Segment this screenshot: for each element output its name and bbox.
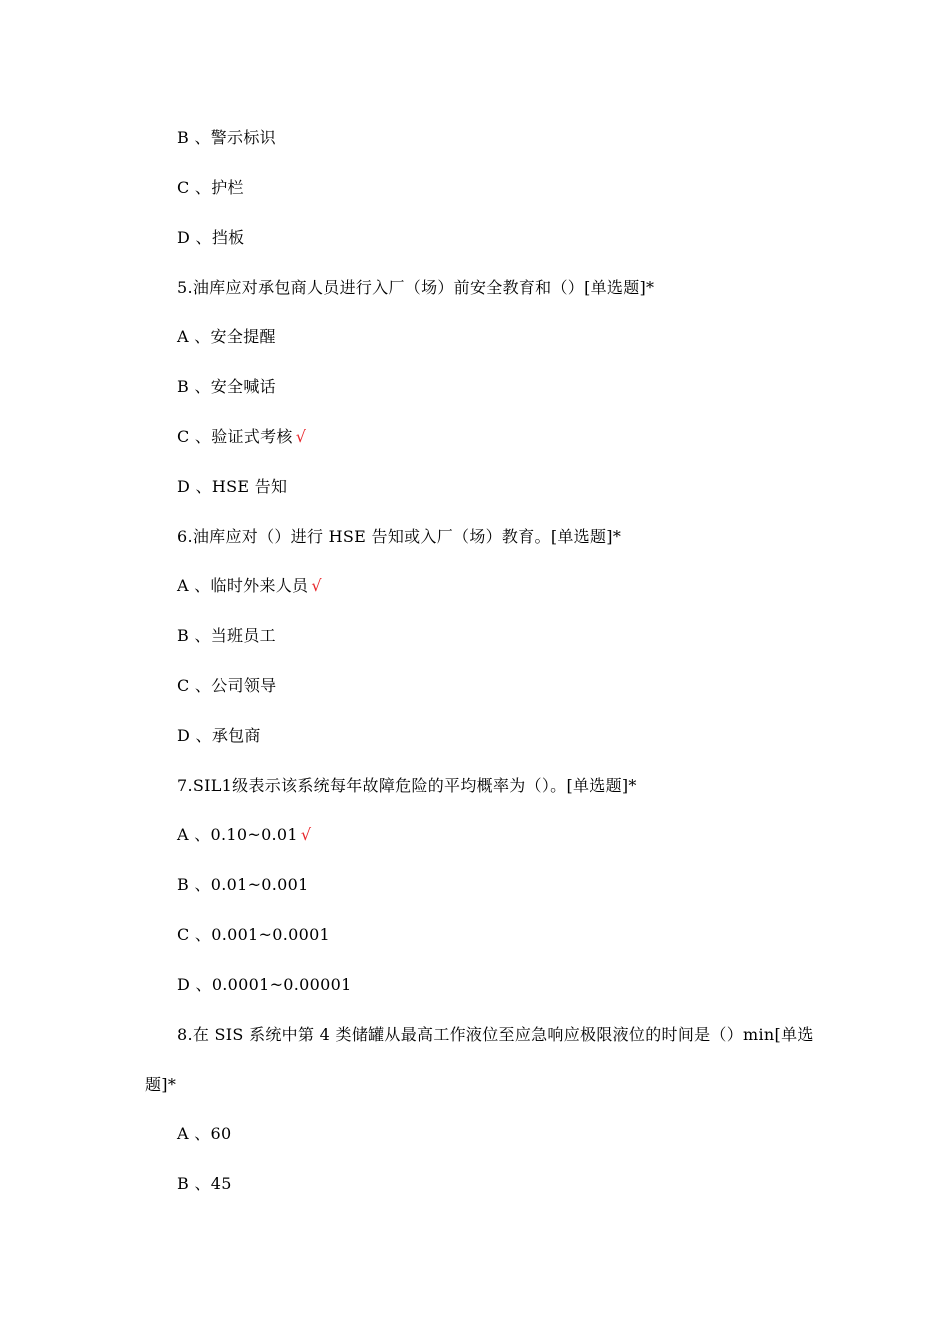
option-line [177,178,244,198]
option-text: D 、挡板 [177,228,245,247]
question-text: 题]* [145,1075,177,1094]
option-text: A 、60 [177,1124,232,1143]
option-text: A 、安全提醒 [177,327,276,346]
option-text: A 、0.10~0.01 [177,825,298,844]
option-text: C 、验证式考核 [177,427,293,446]
option-text: B 、45 [177,1174,232,1193]
question-line [177,278,654,298]
option-line [177,875,309,895]
option-line [177,228,244,248]
option-line [177,925,330,945]
question-text: 5.油库应对承包商人员进行入厂（场）前安全教育和（）[单选题]* [177,278,655,297]
check-mark-icon: √ [300,825,312,844]
question-text: 7.SIL1级表示该系统每年故障危险的平均概率为（）。[单选题]* [177,776,637,795]
question-line [177,776,637,796]
question-line-continued [145,1075,176,1095]
question-line [177,527,621,547]
option-text: C 、护栏 [177,178,244,197]
option-line [177,676,276,696]
option-text: A 、临时外来人员 [177,576,309,595]
option-line [177,726,261,746]
option-line [177,427,306,447]
option-text: B 、当班员工 [177,626,276,645]
option-text: C 、公司领导 [177,676,277,695]
option-line [177,975,352,995]
option-line [177,626,276,646]
option-line [177,128,276,148]
question-line [177,1025,814,1045]
option-text: B 、安全喊话 [177,377,276,396]
option-line [177,1124,232,1144]
option-line [177,477,287,497]
question-text: 6.油库应对（）进行 HSE 告知或入厂（场）教育。[单选题]* [177,527,622,546]
option-text: D 、HSE 告知 [177,477,288,496]
option-line [177,825,311,845]
option-text: B 、0.01~0.001 [177,875,309,894]
check-mark-icon: √ [311,576,322,595]
option-line [177,377,276,397]
option-line [177,327,276,347]
option-line [177,576,322,596]
check-mark-icon: √ [295,427,307,446]
option-line [177,1174,232,1194]
question-text: 8.在 SIS 系统中第 4 类储罐从最高工作液位至应急响应极限液位的时间是（）min[单选 [177,1025,814,1044]
option-text: C 、0.001~0.0001 [177,925,331,944]
option-text: B 、警示标识 [177,128,276,147]
option-text: D 、承包商 [177,726,261,745]
option-text: D 、0.0001~0.00001 [177,975,352,994]
